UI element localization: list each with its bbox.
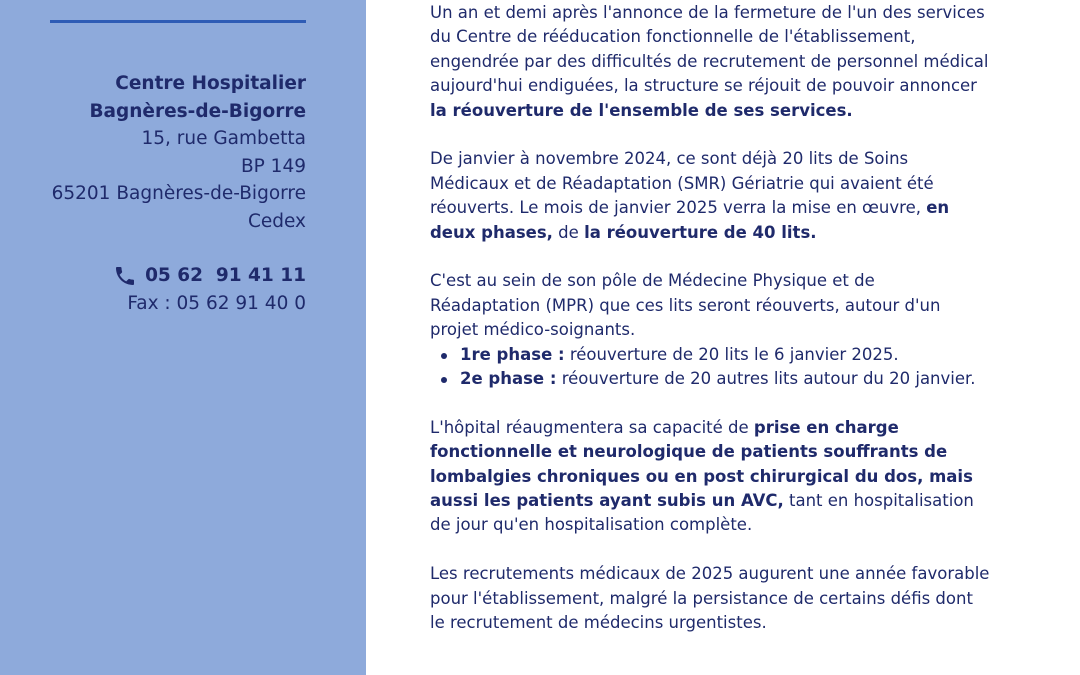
sidebar-divider bbox=[50, 20, 306, 23]
phase-list bbox=[430, 343, 990, 392]
paragraph-capacity: L'hôpital réaugmentera sa capacité de prise en charge fonctionnelle et neurologique de patients souffrants de lombalgies chroniques ou en post chirurgical du dos, mais aussi les patients ayant subis un AVC, tant en hospitalisation de jour qu'en hospitalisation complète. bbox=[430, 417, 974, 535]
paragraph-mpr-pole: C'est au sein de son pôle de Médecine Physique et de Réadaptation (MPR) que ces lits seront réouverts, autour d'un projet médico-soignants. bbox=[430, 271, 941, 340]
list-item: 2e phase : réouverture de 20 autres lits autour du 20 janvier. bbox=[460, 367, 990, 391]
reopening-highlight: la réouverture de l'ensemble de ses services. bbox=[430, 100, 853, 120]
street-address: 15, rue Gambetta bbox=[141, 128, 306, 149]
fax-number: Fax : 05 62 91 40 0 bbox=[127, 292, 306, 314]
phone-number: 05 62 91 41 11 bbox=[145, 265, 306, 286]
po-box: BP 149 bbox=[240, 155, 306, 177]
two-phases-highlight: en deux phases, bbox=[430, 198, 950, 242]
paragraph-recruitment: Les recrutements médicaux de 2025 augurent une année favorable pour l'établissement, malgré la persistance de certains défis dont le recrutement de médecins urgentistes. bbox=[430, 564, 990, 633]
city-postcode: 65201 Bagnères-de-Bigorre bbox=[51, 183, 306, 204]
org-name-line1: Centre Hospitalier bbox=[115, 73, 306, 94]
care-highlight: prise en charge fonctionnelle et neurologique de patients souffrants de lombalgies chroniques ou en post chirurgical du dos, mais aussi les patients ayant subis un AVC, bbox=[430, 417, 973, 511]
phone-icon bbox=[113, 264, 137, 288]
contact-sidebar bbox=[0, 0, 366, 675]
article-body bbox=[430, 1, 990, 636]
list-item: 1re phase : réouverture de 20 lits le 6 janvier 2025. bbox=[460, 343, 990, 367]
phone-line[interactable] bbox=[0, 262, 306, 290]
paragraph-intro: Un an et demi après l'annonce de la fermeture de l'un des services du Centre de rééducation fonctionnelle de l'établissement, engendrée par des difficultés de recrutement de personnel médical aujourd'hui endiguées, la structure se réjouit de pouvoir annoncer la réouverture de l'ensemble de ses services. bbox=[430, 3, 989, 120]
contact-block bbox=[0, 70, 306, 317]
cedex: Cedex bbox=[247, 210, 306, 232]
org-name-line2: Bagnères-de-Bigorre bbox=[89, 100, 306, 122]
paragraph-beds-2024: De janvier à novembre 2024, ce sont déjà 20 lits de Soins Médicaux et de Réadaptation (SMR) Gériatrie qui avaient été réouverts. Le mois de janvier 2025 verra la mise en œuvre, en deux phases, de la réouverture de 40 lits. bbox=[430, 149, 950, 242]
forty-beds-highlight: la réouverture de 40 lits. bbox=[584, 222, 817, 242]
